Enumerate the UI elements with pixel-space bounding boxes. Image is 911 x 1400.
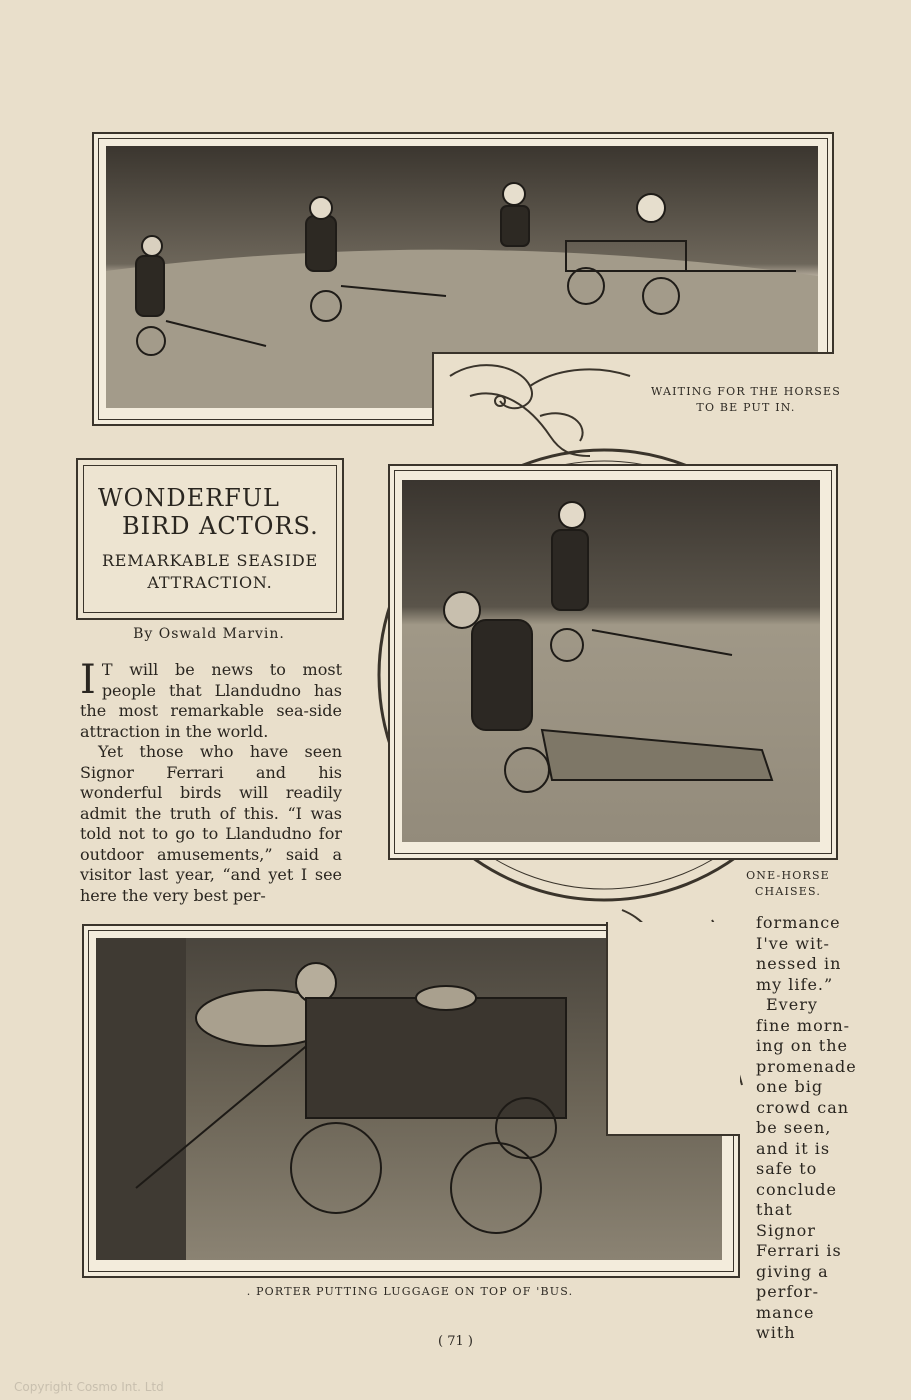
col2-line: be seen, [756,1118,832,1137]
article-subtitle [78,550,342,594]
bottom-photo-caption: . PORTER PUTTING LUGGAGE ON TOP OF 'BUS. [246,1285,574,1298]
col2-line: my life.” [756,974,834,994]
drop-cap: I [80,657,96,703]
col2-line: nessed in [756,954,842,973]
bottom-photo-cutout [606,922,740,1136]
col2-line: and it is [756,1138,831,1158]
paragraph-1-text: T will be news to most people that Llandudno has the most remarkable sea-side attraction in the world. [80,660,342,741]
col2-line: crowd can [756,1097,850,1117]
col2-line: fine morn- [756,1015,851,1035]
col2-line: one big [756,1077,824,1096]
subtitle-line1: REMARKABLE SEASIDE [101,551,319,570]
copyright-watermark: Copyright Cosmo Int. Ltd [14,1380,164,1394]
article-title-line2: BIRD ACTORS. [122,512,319,540]
col2-line: promenade [756,1056,857,1076]
middle-photo-caption [728,868,848,900]
col2-line: conclude [756,1179,837,1199]
article-body-column1 [80,657,342,906]
middle-caption-line1: ONE-HORSE [746,869,830,882]
col2-line: mance with [756,1302,815,1342]
col2-line: giving a [756,1261,829,1281]
col2-line: Every [766,995,818,1014]
middle-photo-image [402,480,820,842]
article-paragraph-2: Yet those who have seen Signor Ferrari and his wonderful birds will readily admit the truth of this. “I was told not to go to Llandudno for outdoor amusements,” said a visitor last year, “and yet I see here the very best per- [80,742,342,905]
article-title-line1: WONDERFUL [98,484,280,512]
col2-line: safe to [756,1159,818,1178]
col2-line: ing on the [756,1036,848,1055]
middle-caption-line2: CHAISES. [754,885,822,898]
col2-line: formance [756,913,841,932]
middle-photo [402,480,820,842]
col2-line: that Signor [756,1200,816,1240]
top-photo-caption [636,384,856,416]
col2-line: perfor- [756,1282,819,1301]
byline: By Oswald Marvin. [133,626,285,642]
article-body-column2 [756,913,856,1344]
col2-line: Ferrari is [756,1241,842,1260]
top-caption-line2: TO BE PUT IN. [696,401,796,414]
col2-line: I've wit- [756,933,830,953]
article-paragraph-1 [80,657,342,742]
article-title-box [76,458,344,620]
subtitle-line2: ATTRACTION. [147,573,273,592]
top-caption-line1: WAITING FOR THE HORSES [651,385,841,398]
page-number: ( 71 ) [438,1334,473,1349]
